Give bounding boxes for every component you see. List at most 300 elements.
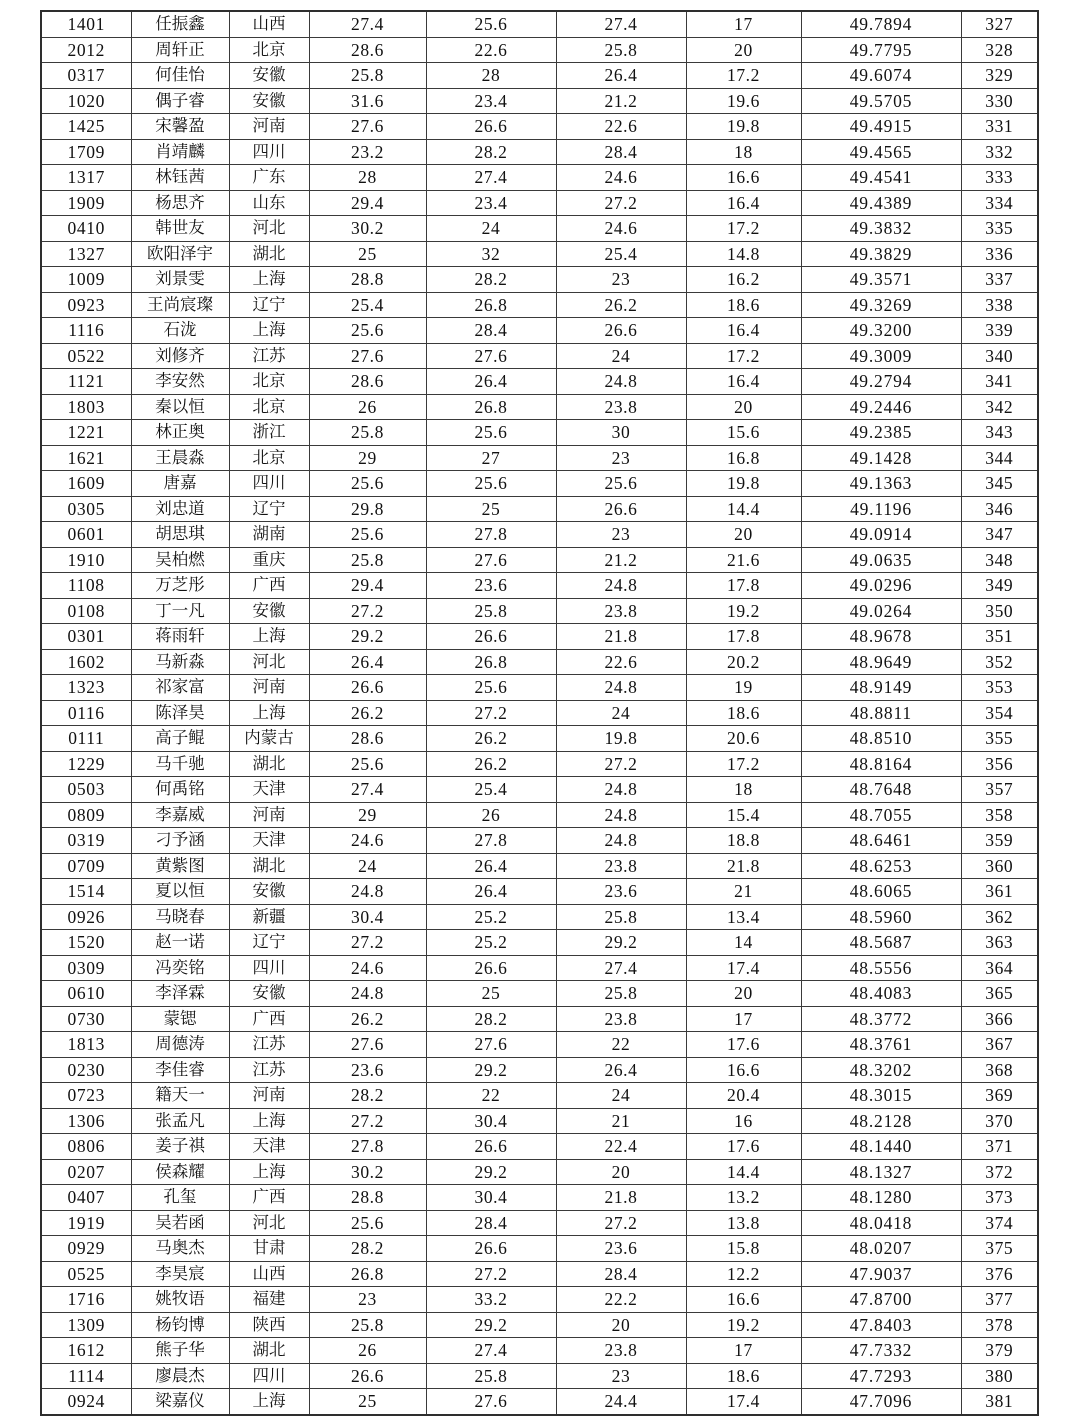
- cell-rank: 368: [961, 1057, 1038, 1083]
- cell-score-3: 24: [556, 1083, 686, 1109]
- cell-id: 0305: [41, 496, 131, 522]
- cell-province: 浙江: [229, 420, 309, 446]
- cell-total: 47.7096: [801, 1389, 961, 1415]
- cell-id: 1909: [41, 190, 131, 216]
- cell-rank: 338: [961, 292, 1038, 318]
- cell-score-3: 27.2: [556, 190, 686, 216]
- cell-score-4: 16: [686, 1108, 801, 1134]
- cell-rank: 348: [961, 547, 1038, 573]
- cell-score-2: 26.8: [426, 292, 556, 318]
- cell-name: 吴柏燃: [131, 547, 229, 573]
- cell-score-3: 22: [556, 1032, 686, 1058]
- cell-score-3: 24.8: [556, 369, 686, 395]
- cell-score-3: 25.8: [556, 981, 686, 1007]
- cell-name: 秦以恒: [131, 394, 229, 420]
- cell-province: 江苏: [229, 343, 309, 369]
- cell-province: 辽宁: [229, 292, 309, 318]
- cell-score-4: 16.4: [686, 369, 801, 395]
- cell-total: 49.1196: [801, 496, 961, 522]
- cell-score-4: 17.4: [686, 1389, 801, 1415]
- cell-rank: 344: [961, 445, 1038, 471]
- cell-score-3: 25.6: [556, 471, 686, 497]
- cell-score-1: 25: [309, 1389, 426, 1415]
- cell-score-3: 24.6: [556, 165, 686, 191]
- cell-score-4: 16.8: [686, 445, 801, 471]
- cell-total: 49.3200: [801, 318, 961, 344]
- table-row: [41, 700, 1038, 726]
- cell-score-3: 23: [556, 522, 686, 548]
- cell-name: 张孟凡: [131, 1108, 229, 1134]
- cell-id: 1121: [41, 369, 131, 395]
- cell-id: 0926: [41, 904, 131, 930]
- cell-province: 广西: [229, 573, 309, 599]
- cell-score-1: 27.4: [309, 11, 426, 37]
- cell-id: 1309: [41, 1312, 131, 1338]
- cell-name: 周德涛: [131, 1032, 229, 1058]
- cell-score-1: 28.6: [309, 369, 426, 395]
- cell-total: 48.5556: [801, 955, 961, 981]
- cell-rank: 347: [961, 522, 1038, 548]
- cell-province: 山西: [229, 1261, 309, 1287]
- cell-id: 0709: [41, 853, 131, 879]
- cell-rank: 335: [961, 216, 1038, 242]
- cell-province: 湖北: [229, 241, 309, 267]
- cell-score-4: 19.2: [686, 598, 801, 624]
- cell-province: 新疆: [229, 904, 309, 930]
- cell-score-1: 23.6: [309, 1057, 426, 1083]
- cell-score-2: 27.6: [426, 547, 556, 573]
- cell-total: 49.2385: [801, 420, 961, 446]
- cell-score-1: 28: [309, 165, 426, 191]
- cell-score-2: 28.2: [426, 1006, 556, 1032]
- cell-score-3: 23: [556, 445, 686, 471]
- cell-total: 48.9649: [801, 649, 961, 675]
- cell-total: 49.0635: [801, 547, 961, 573]
- cell-total: 48.0207: [801, 1236, 961, 1262]
- cell-score-4: 14.4: [686, 496, 801, 522]
- table-row: [41, 853, 1038, 879]
- cell-name: 王晨淼: [131, 445, 229, 471]
- cell-id: 1910: [41, 547, 131, 573]
- cell-name: 吴若函: [131, 1210, 229, 1236]
- cell-id: 1401: [41, 11, 131, 37]
- cell-total: 49.3009: [801, 343, 961, 369]
- cell-province: 四川: [229, 1363, 309, 1389]
- cell-score-3: 29.2: [556, 930, 686, 956]
- cell-score-2: 26.4: [426, 853, 556, 879]
- cell-name: 姚牧语: [131, 1287, 229, 1313]
- cell-score-1: 29.8: [309, 496, 426, 522]
- cell-id: 1621: [41, 445, 131, 471]
- cell-province: 上海: [229, 1108, 309, 1134]
- table-row: [41, 496, 1038, 522]
- cell-score-3: 22.6: [556, 114, 686, 140]
- cell-id: 0207: [41, 1159, 131, 1185]
- cell-id: 0730: [41, 1006, 131, 1032]
- cell-province: 安徽: [229, 88, 309, 114]
- cell-id: 1114: [41, 1363, 131, 1389]
- cell-score-2: 26: [426, 802, 556, 828]
- cell-total: 48.8510: [801, 726, 961, 752]
- cell-id: 1327: [41, 241, 131, 267]
- cell-score-2: 25: [426, 981, 556, 1007]
- cell-score-1: 28.8: [309, 267, 426, 293]
- cell-score-3: 23.6: [556, 879, 686, 905]
- cell-score-3: 22.6: [556, 649, 686, 675]
- cell-total: 48.3202: [801, 1057, 961, 1083]
- table-row: [41, 1287, 1038, 1313]
- cell-total: 48.5687: [801, 930, 961, 956]
- cell-rank: 331: [961, 114, 1038, 140]
- cell-score-3: 27.4: [556, 955, 686, 981]
- cell-name: 宋馨盈: [131, 114, 229, 140]
- cell-score-2: 25.6: [426, 420, 556, 446]
- cell-id: 0503: [41, 777, 131, 803]
- cell-id: 1919: [41, 1210, 131, 1236]
- cell-score-4: 13.2: [686, 1185, 801, 1211]
- cell-score-1: 26.6: [309, 675, 426, 701]
- table-row: [41, 879, 1038, 905]
- table-row: [41, 216, 1038, 242]
- cell-score-2: 26.8: [426, 649, 556, 675]
- cell-score-4: 17.2: [686, 751, 801, 777]
- cell-rank: 354: [961, 700, 1038, 726]
- cell-id: 0522: [41, 343, 131, 369]
- cell-score-3: 24.8: [556, 828, 686, 854]
- cell-score-2: 27.8: [426, 828, 556, 854]
- cell-score-3: 23.8: [556, 394, 686, 420]
- cell-score-2: 22.6: [426, 37, 556, 63]
- cell-score-1: 27.4: [309, 777, 426, 803]
- table-row: [41, 318, 1038, 344]
- cell-score-4: 17: [686, 1006, 801, 1032]
- cell-score-3: 23.8: [556, 1006, 686, 1032]
- cell-name: 祁家富: [131, 675, 229, 701]
- cell-total: 49.6074: [801, 63, 961, 89]
- cell-total: 49.0296: [801, 573, 961, 599]
- cell-id: 0410: [41, 216, 131, 242]
- cell-province: 四川: [229, 471, 309, 497]
- cell-id: 0230: [41, 1057, 131, 1083]
- cell-score-1: 29.2: [309, 624, 426, 650]
- table-row: [41, 1261, 1038, 1287]
- cell-score-3: 21.2: [556, 547, 686, 573]
- cell-score-2: 25.8: [426, 1363, 556, 1389]
- table-row: [41, 802, 1038, 828]
- cell-score-2: 25: [426, 496, 556, 522]
- cell-province: 河南: [229, 802, 309, 828]
- cell-rank: 376: [961, 1261, 1038, 1287]
- cell-score-3: 21.8: [556, 624, 686, 650]
- cell-rank: 336: [961, 241, 1038, 267]
- cell-total: 49.4541: [801, 165, 961, 191]
- cell-score-1: 26.4: [309, 649, 426, 675]
- cell-score-2: 28.4: [426, 1210, 556, 1236]
- cell-score-1: 28.6: [309, 37, 426, 63]
- cell-total: 49.2446: [801, 394, 961, 420]
- cell-score-1: 25.6: [309, 522, 426, 548]
- cell-province: 山东: [229, 190, 309, 216]
- table-row: [41, 930, 1038, 956]
- cell-id: 1009: [41, 267, 131, 293]
- cell-rank: 378: [961, 1312, 1038, 1338]
- cell-score-4: 18.8: [686, 828, 801, 854]
- cell-name: 马奥杰: [131, 1236, 229, 1262]
- cell-total: 47.7293: [801, 1363, 961, 1389]
- cell-total: 48.6253: [801, 853, 961, 879]
- cell-score-1: 25.8: [309, 1312, 426, 1338]
- cell-id: 1602: [41, 649, 131, 675]
- table-row: [41, 471, 1038, 497]
- cell-score-2: 25.8: [426, 598, 556, 624]
- cell-rank: 365: [961, 981, 1038, 1007]
- cell-name: 赵一诺: [131, 930, 229, 956]
- cell-province: 广东: [229, 165, 309, 191]
- cell-rank: 362: [961, 904, 1038, 930]
- cell-score-1: 26.2: [309, 700, 426, 726]
- cell-name: 刘景雯: [131, 267, 229, 293]
- cell-name: 马千驰: [131, 751, 229, 777]
- cell-rank: 372: [961, 1159, 1038, 1185]
- cell-score-4: 20.2: [686, 649, 801, 675]
- cell-score-4: 17.4: [686, 955, 801, 981]
- cell-score-2: 27.6: [426, 1389, 556, 1415]
- cell-score-2: 26.6: [426, 955, 556, 981]
- cell-province: 河北: [229, 216, 309, 242]
- cell-name: 欧阳泽宇: [131, 241, 229, 267]
- cell-score-2: 23.6: [426, 573, 556, 599]
- cell-id: 1520: [41, 930, 131, 956]
- cell-rank: 364: [961, 955, 1038, 981]
- cell-name: 何禹铭: [131, 777, 229, 803]
- cell-rank: 334: [961, 190, 1038, 216]
- cell-score-4: 21.6: [686, 547, 801, 573]
- cell-score-3: 24: [556, 700, 686, 726]
- cell-rank: 356: [961, 751, 1038, 777]
- cell-rank: 361: [961, 879, 1038, 905]
- cell-score-1: 25.6: [309, 471, 426, 497]
- table-row: [41, 114, 1038, 140]
- cell-score-3: 23.6: [556, 1236, 686, 1262]
- cell-rank: 373: [961, 1185, 1038, 1211]
- cell-score-2: 27.2: [426, 1261, 556, 1287]
- cell-score-2: 27.4: [426, 1338, 556, 1364]
- cell-id: 1306: [41, 1108, 131, 1134]
- cell-id: 1609: [41, 471, 131, 497]
- cell-total: 49.0914: [801, 522, 961, 548]
- cell-total: 49.3571: [801, 267, 961, 293]
- cell-score-4: 17: [686, 1338, 801, 1364]
- cell-rank: 360: [961, 853, 1038, 879]
- cell-total: 48.7648: [801, 777, 961, 803]
- cell-score-1: 29.4: [309, 190, 426, 216]
- cell-score-4: 19.8: [686, 471, 801, 497]
- cell-score-1: 28.2: [309, 1083, 426, 1109]
- cell-province: 广西: [229, 1006, 309, 1032]
- cell-id: 1221: [41, 420, 131, 446]
- cell-score-1: 31.6: [309, 88, 426, 114]
- cell-id: 0407: [41, 1185, 131, 1211]
- cell-total: 49.0264: [801, 598, 961, 624]
- table-row: [41, 1159, 1038, 1185]
- cell-score-2: 25.4: [426, 777, 556, 803]
- table-row: [41, 1312, 1038, 1338]
- cell-score-4: 16.6: [686, 1057, 801, 1083]
- cell-province: 河南: [229, 1083, 309, 1109]
- table-row: [41, 981, 1038, 1007]
- cell-id: 1425: [41, 114, 131, 140]
- cell-score-3: 28.4: [556, 1261, 686, 1287]
- cell-rank: 357: [961, 777, 1038, 803]
- table-row: [41, 522, 1038, 548]
- cell-name: 胡思琪: [131, 522, 229, 548]
- cell-score-4: 21: [686, 879, 801, 905]
- cell-score-2: 25.2: [426, 904, 556, 930]
- cell-score-1: 24.8: [309, 981, 426, 1007]
- cell-province: 安徽: [229, 879, 309, 905]
- cell-score-1: 26: [309, 394, 426, 420]
- cell-score-4: 15.6: [686, 420, 801, 446]
- cell-score-1: 27.2: [309, 598, 426, 624]
- cell-score-3: 25.8: [556, 37, 686, 63]
- cell-score-3: 27.2: [556, 1210, 686, 1236]
- cell-score-4: 17.6: [686, 1032, 801, 1058]
- cell-name: 丁一凡: [131, 598, 229, 624]
- cell-province: 上海: [229, 624, 309, 650]
- cell-score-1: 27.6: [309, 343, 426, 369]
- cell-name: 林钰茜: [131, 165, 229, 191]
- cell-id: 0923: [41, 292, 131, 318]
- cell-id: 0610: [41, 981, 131, 1007]
- cell-score-2: 25.6: [426, 471, 556, 497]
- cell-rank: 341: [961, 369, 1038, 395]
- cell-name: 李安然: [131, 369, 229, 395]
- cell-id: 0301: [41, 624, 131, 650]
- cell-score-4: 19: [686, 675, 801, 701]
- cell-score-4: 21.8: [686, 853, 801, 879]
- cell-id: 0601: [41, 522, 131, 548]
- cell-score-1: 25.6: [309, 1210, 426, 1236]
- cell-score-1: 28.6: [309, 726, 426, 752]
- cell-rank: 346: [961, 496, 1038, 522]
- cell-name: 李泽霖: [131, 981, 229, 1007]
- cell-id: 0806: [41, 1134, 131, 1160]
- cell-name: 冯奕铭: [131, 955, 229, 981]
- cell-province: 四川: [229, 139, 309, 165]
- table-row: [41, 1389, 1038, 1415]
- cell-province: 江苏: [229, 1032, 309, 1058]
- cell-score-1: 30.2: [309, 216, 426, 242]
- cell-score-3: 24.8: [556, 675, 686, 701]
- cell-score-4: 20.4: [686, 1083, 801, 1109]
- cell-id: 0723: [41, 1083, 131, 1109]
- cell-score-3: 23.8: [556, 853, 686, 879]
- cell-rank: 370: [961, 1108, 1038, 1134]
- cell-score-3: 23.8: [556, 1338, 686, 1364]
- cell-name: 刘修齐: [131, 343, 229, 369]
- cell-score-2: 26.2: [426, 726, 556, 752]
- cell-total: 48.9149: [801, 675, 961, 701]
- cell-name: 肖靖麟: [131, 139, 229, 165]
- cell-score-2: 28.2: [426, 267, 556, 293]
- cell-score-2: 24: [426, 216, 556, 242]
- table-row: [41, 63, 1038, 89]
- cell-name: 任振鑫: [131, 11, 229, 37]
- cell-rank: 359: [961, 828, 1038, 854]
- cell-name: 蒙锶: [131, 1006, 229, 1032]
- table-row: [41, 343, 1038, 369]
- cell-total: 48.4083: [801, 981, 961, 1007]
- cell-score-2: 26.6: [426, 624, 556, 650]
- cell-province: 陕西: [229, 1312, 309, 1338]
- cell-score-3: 26.2: [556, 292, 686, 318]
- cell-score-4: 19.8: [686, 114, 801, 140]
- cell-total: 49.7795: [801, 37, 961, 63]
- cell-score-1: 28.8: [309, 1185, 426, 1211]
- cell-total: 49.1428: [801, 445, 961, 471]
- cell-score-2: 26.6: [426, 1236, 556, 1262]
- cell-name: 林正奥: [131, 420, 229, 446]
- cell-id: 1803: [41, 394, 131, 420]
- cell-province: 山西: [229, 11, 309, 37]
- table-row: [41, 1108, 1038, 1134]
- cell-score-4: 19.6: [686, 88, 801, 114]
- cell-score-2: 29.2: [426, 1312, 556, 1338]
- cell-score-4: 16.4: [686, 190, 801, 216]
- cell-province: 安徽: [229, 981, 309, 1007]
- table-row: [41, 37, 1038, 63]
- cell-province: 福建: [229, 1287, 309, 1313]
- cell-name: 刁予涵: [131, 828, 229, 854]
- cell-score-3: 27.2: [556, 751, 686, 777]
- cell-score-1: 29: [309, 802, 426, 828]
- cell-score-1: 27.2: [309, 930, 426, 956]
- cell-score-4: 17.2: [686, 343, 801, 369]
- cell-score-3: 24.6: [556, 216, 686, 242]
- cell-score-4: 16.6: [686, 1287, 801, 1313]
- cell-score-4: 20.6: [686, 726, 801, 752]
- cell-score-3: 25.4: [556, 241, 686, 267]
- cell-score-4: 14.8: [686, 241, 801, 267]
- cell-id: 1116: [41, 318, 131, 344]
- cell-score-2: 25.6: [426, 11, 556, 37]
- cell-rank: 339: [961, 318, 1038, 344]
- cell-score-2: 28: [426, 63, 556, 89]
- cell-score-4: 18.6: [686, 292, 801, 318]
- cell-id: 1813: [41, 1032, 131, 1058]
- cell-score-3: 26.6: [556, 318, 686, 344]
- cell-score-2: 27.6: [426, 343, 556, 369]
- cell-score-3: 24.8: [556, 777, 686, 803]
- cell-score-2: 27.8: [426, 522, 556, 548]
- cell-score-4: 13.4: [686, 904, 801, 930]
- cell-name: 偶子睿: [131, 88, 229, 114]
- table-row: [41, 1006, 1038, 1032]
- cell-score-3: 21: [556, 1108, 686, 1134]
- cell-id: 0525: [41, 1261, 131, 1287]
- cell-province: 上海: [229, 1159, 309, 1185]
- table-row: [41, 292, 1038, 318]
- cell-name: 马新淼: [131, 649, 229, 675]
- table-row: [41, 1210, 1038, 1236]
- table-row: [41, 394, 1038, 420]
- cell-province: 天津: [229, 828, 309, 854]
- cell-score-4: 13.8: [686, 1210, 801, 1236]
- cell-total: 49.3832: [801, 216, 961, 242]
- cell-score-2: 22: [426, 1083, 556, 1109]
- cell-score-3: 23: [556, 267, 686, 293]
- cell-score-4: 20: [686, 981, 801, 1007]
